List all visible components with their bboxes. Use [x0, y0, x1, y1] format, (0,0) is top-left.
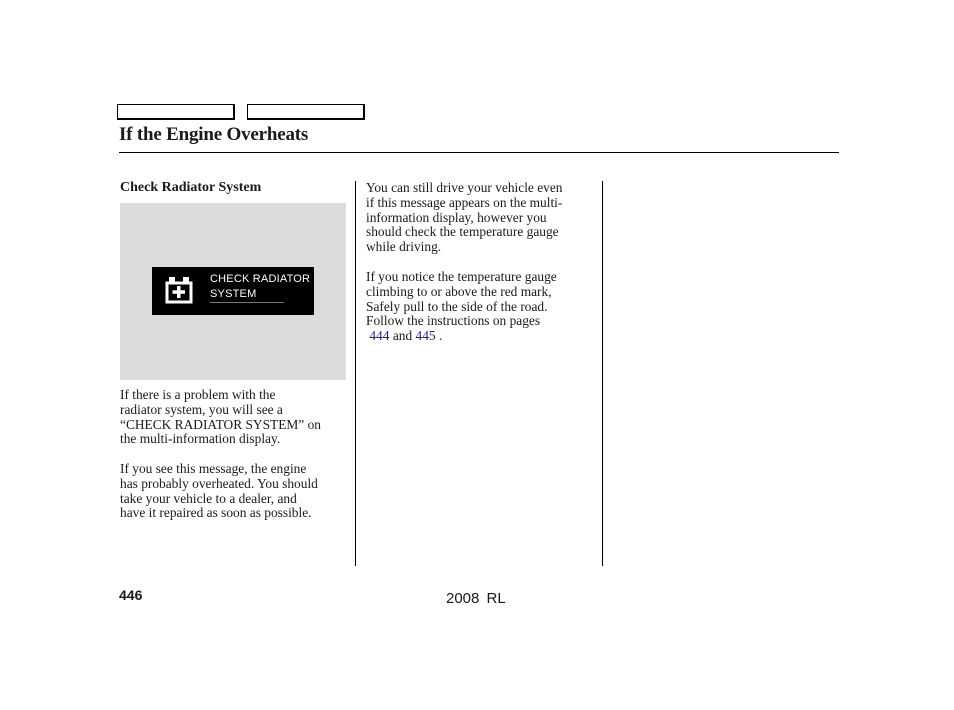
page-reference-line	[366, 329, 557, 344]
title-divider	[119, 152, 839, 153]
text-line: climbing to or above the red mark,	[366, 283, 552, 299]
text-line: Safely pull to the side of the road.	[366, 298, 548, 314]
nav-tab-button-2[interactable]	[247, 104, 365, 120]
nav-tab-button-1[interactable]	[117, 104, 235, 120]
and-text: and	[392, 328, 413, 344]
text-line: information display, however you	[366, 209, 547, 225]
text-line: If you see this message, the engine	[120, 461, 307, 476]
text-line: while driving.	[366, 239, 442, 255]
column-divider-2	[602, 181, 603, 566]
left-paragraph-1	[120, 388, 321, 447]
text-line: take your vehicle to a dealer, and	[120, 490, 297, 506]
multi-information-display	[152, 267, 314, 315]
text-line: You can still drive your vehicle even	[366, 180, 563, 195]
right-paragraph-1	[366, 181, 562, 255]
text-line: radiator system, you will see a	[120, 401, 283, 417]
display-underline	[210, 302, 284, 303]
right-paragraph-2	[366, 270, 557, 344]
text-line: have it repaired as soon as possible.	[120, 505, 312, 521]
page-number: 446	[119, 587, 143, 603]
text-line: Follow the instructions on pages	[366, 313, 541, 329]
text-line: if this message appears on the multi-	[366, 194, 563, 210]
display-line-2: SYSTEM	[210, 288, 257, 300]
text-line: If you notice the temperature gauge	[366, 269, 557, 284]
text-line: If there is a problem with the	[120, 387, 276, 402]
text-line: the multi-information display.	[120, 431, 281, 447]
display-illustration	[120, 203, 346, 380]
page-title: If the Engine Overheats	[119, 124, 309, 145]
text-line: should check the temperature gauge	[366, 224, 559, 240]
radiator-warning-icon	[164, 275, 196, 305]
text-line: has probably overheated. You should	[120, 475, 318, 491]
left-paragraph-2	[120, 462, 318, 521]
page-link-445[interactable]: 445	[415, 328, 436, 344]
page-link-444[interactable]: 444	[369, 328, 390, 344]
display-line-1: CHECK RADIATOR	[210, 273, 311, 285]
text-line: “CHECK RADIATOR SYSTEM” on	[120, 416, 321, 432]
column-divider-1	[355, 181, 356, 566]
footer-model: 2008 RL	[446, 590, 506, 607]
period-text: .	[438, 328, 443, 344]
section-heading: Check Radiator System	[120, 180, 262, 195]
